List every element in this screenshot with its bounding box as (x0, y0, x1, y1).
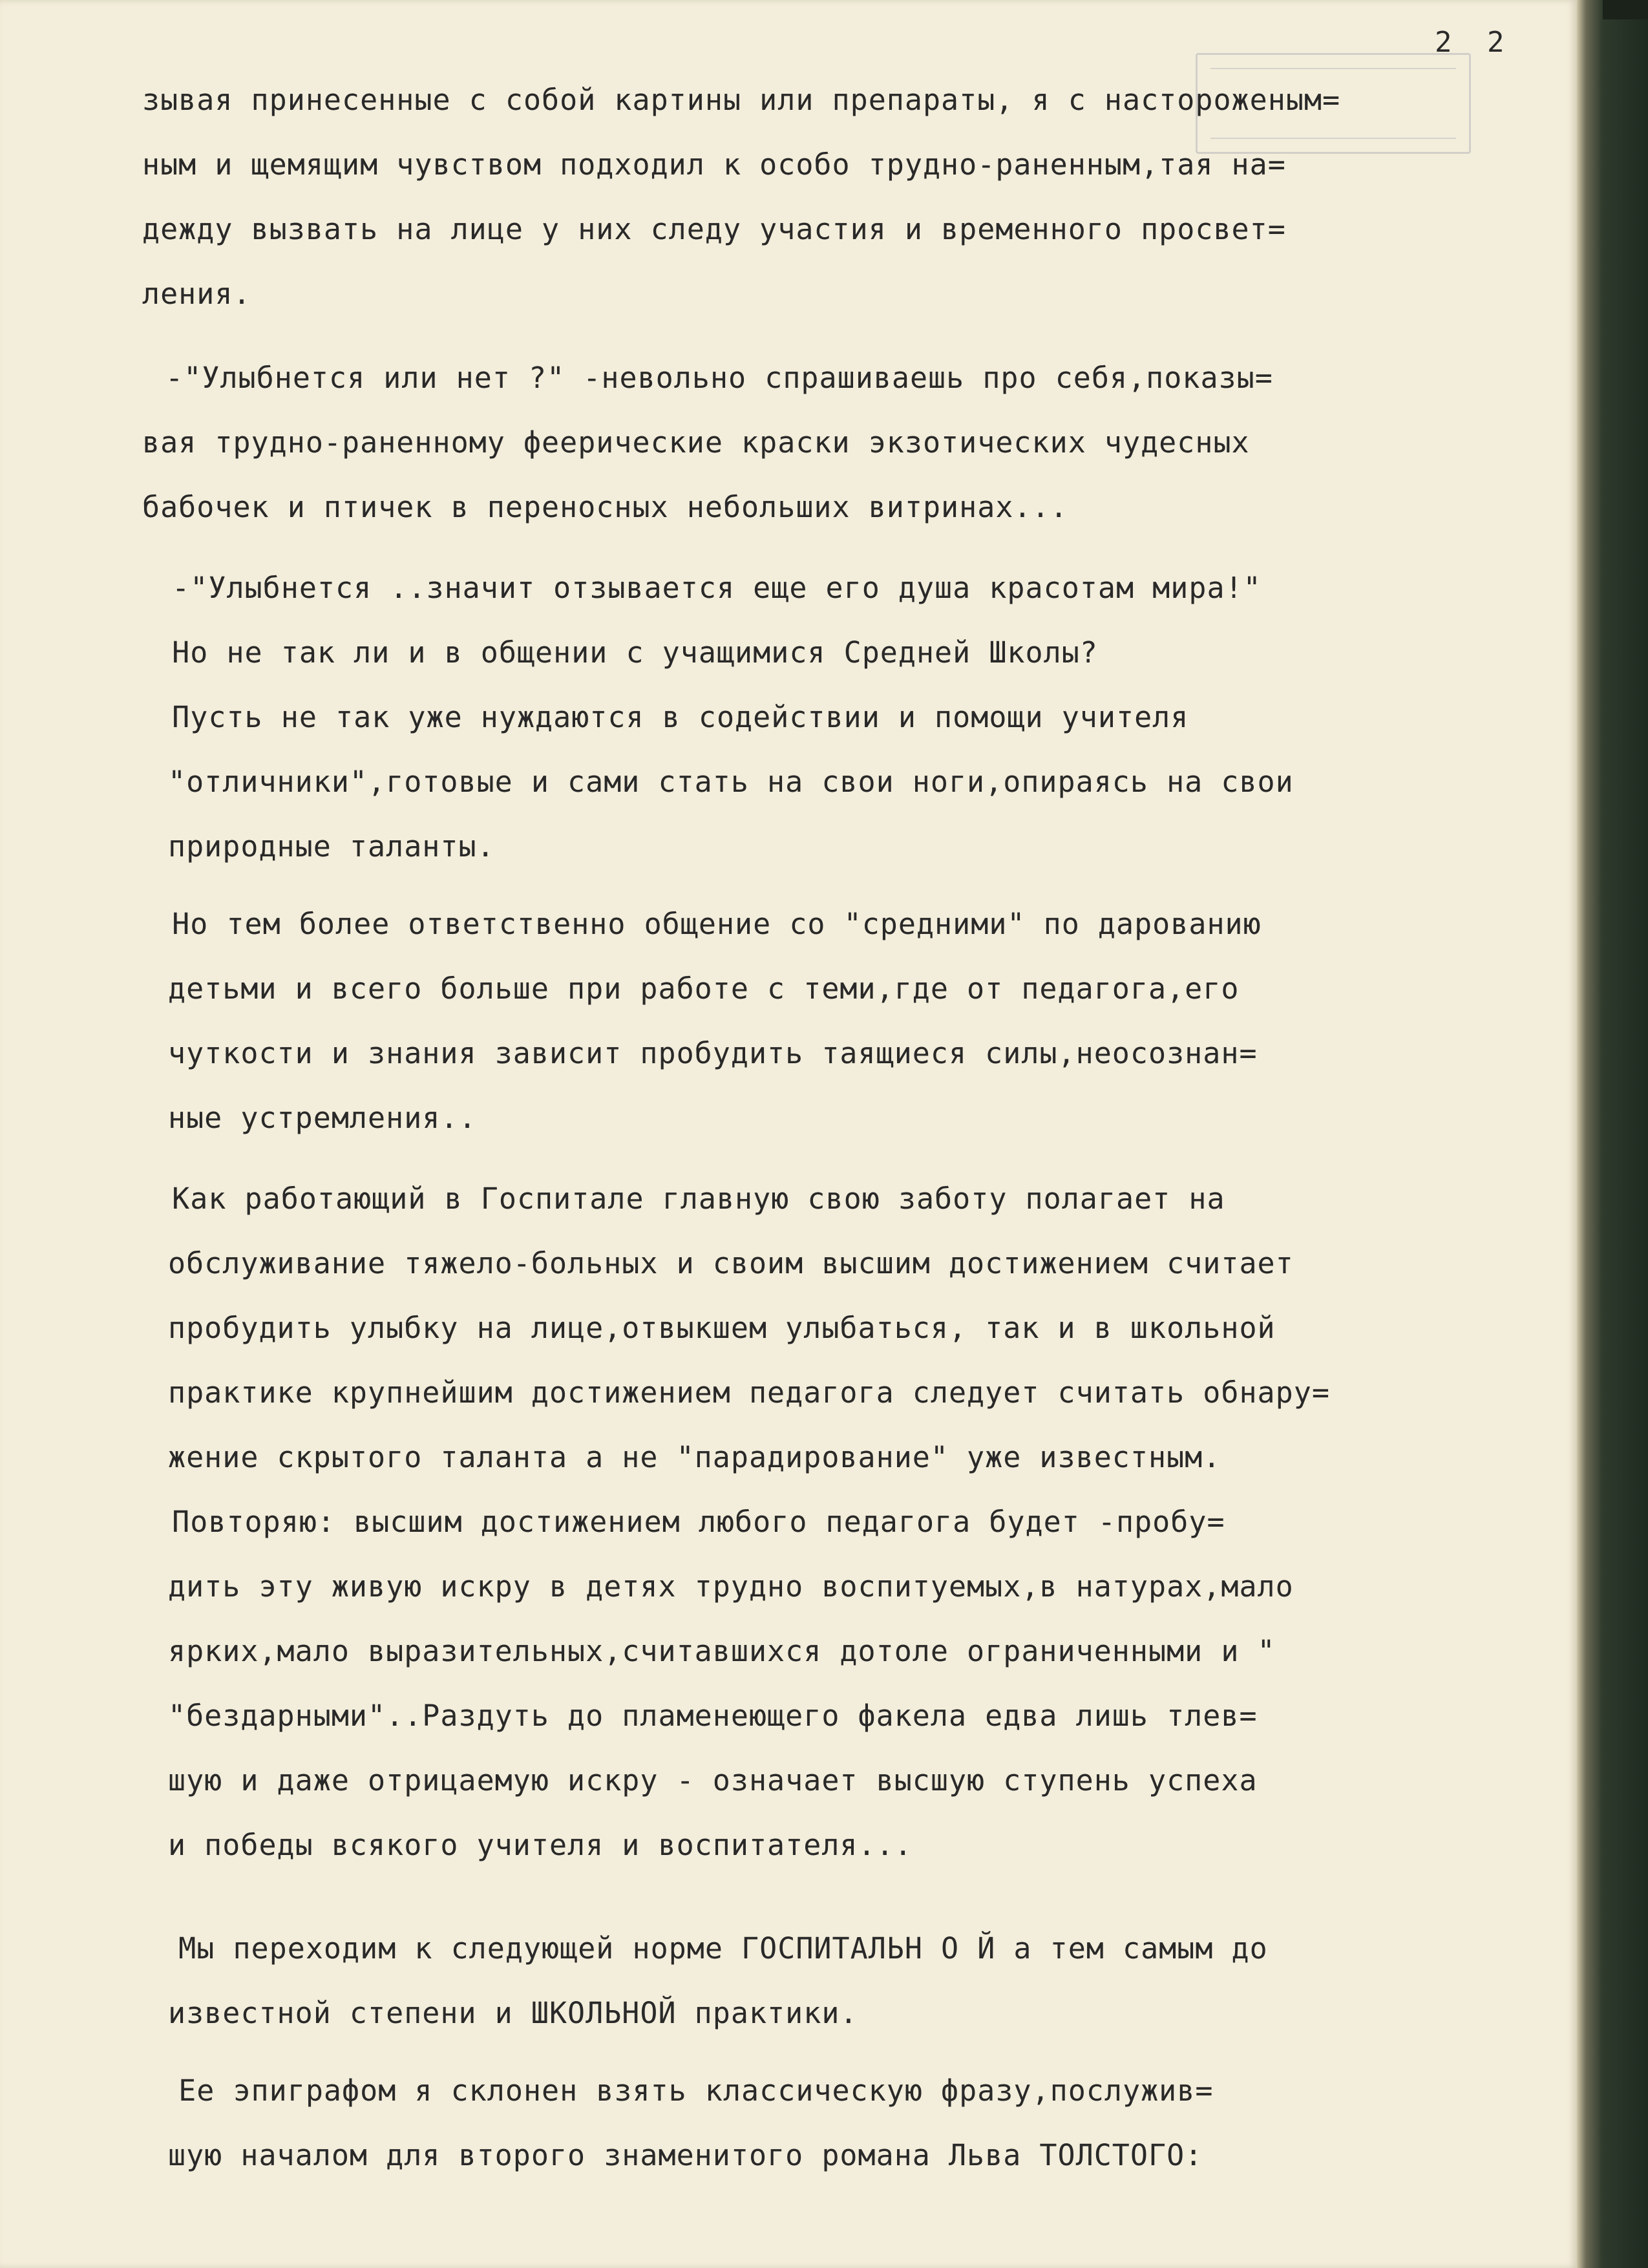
page-number: 2 2 (1435, 26, 1514, 59)
text-line: "бездарными"..Раздуть до пламенеющего факела едва лишь тлев= (168, 1699, 1258, 1733)
text-line: ления. (142, 277, 251, 311)
text-line: Но тем более ответственно общение со "средними" по дарованию (136, 907, 1262, 941)
text-line: шую и даже отрицаемую искру - означает высшую ступень успеха (168, 1763, 1258, 1797)
text-line: жение скрытого таланта а не "парадирование" уже известным. (168, 1440, 1221, 1474)
scanner-background-edge (1577, 0, 1648, 2268)
text-line: дежду вызвать на лице у них следу участия и временного просвет= (142, 212, 1286, 246)
text-line: ярких,мало выразительных,считавшихся дотоле ограниченными и " (168, 1634, 1276, 1668)
text-line: чуткости и знания зависит пробудить таящиеся силы,неосознан= (168, 1036, 1258, 1070)
text-line: бабочек и птичек в переносных небольших витринах... (142, 490, 1068, 524)
text-line: зывая принесенные с собой картины или препараты, я с настороженым= (142, 83, 1341, 117)
scanner-corner (1603, 0, 1648, 19)
text-line: ные устремления.. (168, 1101, 477, 1135)
text-line: шую началом для второго знаменитого романа Льва ТОЛСТОГО: (168, 2138, 1203, 2172)
text-line: практике крупнейшим достижением педагога следует считать обнару= (168, 1375, 1330, 1410)
text-line: природные таланты. (168, 829, 495, 864)
text-line: детьми и всего больше при работе с теми,где от педагога,его (168, 971, 1240, 1006)
text-line: дить эту живую искру в детях трудно воспитуемых,в натурах,мало (168, 1569, 1294, 1604)
text-line: -"Улыбнется ..значит отзывается еще его душа красотам мира!" (136, 571, 1262, 605)
text-line: и победы всякого учителя и воспитателя... (168, 1828, 913, 1862)
text-line: известной степени и ШКОЛЬНОЙ практики. (168, 1996, 858, 2030)
text-line: Как работающий в Госпитале главную свою заботу полагает на (136, 1182, 1225, 1216)
text-line: пробудить улыбку на лице,отвыкшем улыбаться, так и в школьной (168, 1311, 1276, 1345)
text-line: Ее эпиграфом я склонен взять классическую фразу,послужив= (142, 2073, 1214, 2108)
text-line: Но не так ли и в общении с учащимися Средней Школы? (136, 635, 1098, 670)
text-line: обслуживание тяжело-больных и своим высшим достижением считает (168, 1246, 1294, 1280)
text-line: вая трудно-раненному феерические краски экзотических чудесных (142, 425, 1250, 460)
text-line: "отличники",готовые и сами стать на свои ноги,опираясь на свои (168, 765, 1294, 799)
text-line: Пусть не так уже нуждаются в содействии и помощи учителя (136, 700, 1189, 734)
text-line: Повторяю: высшим достижением любого педагога будет -пробу= (136, 1505, 1225, 1539)
text-line: Мы переходим к следующей норме ГОСПИТАЛЬН О Й а тем самым до (142, 1931, 1268, 1966)
text-line: -"Улыбнется или нет ?" -невольно спрашиваешь про себя,показы= (129, 361, 1273, 395)
text-line: ным и щемящим чувством подходил к особо трудно-раненным,тая на= (142, 147, 1286, 182)
